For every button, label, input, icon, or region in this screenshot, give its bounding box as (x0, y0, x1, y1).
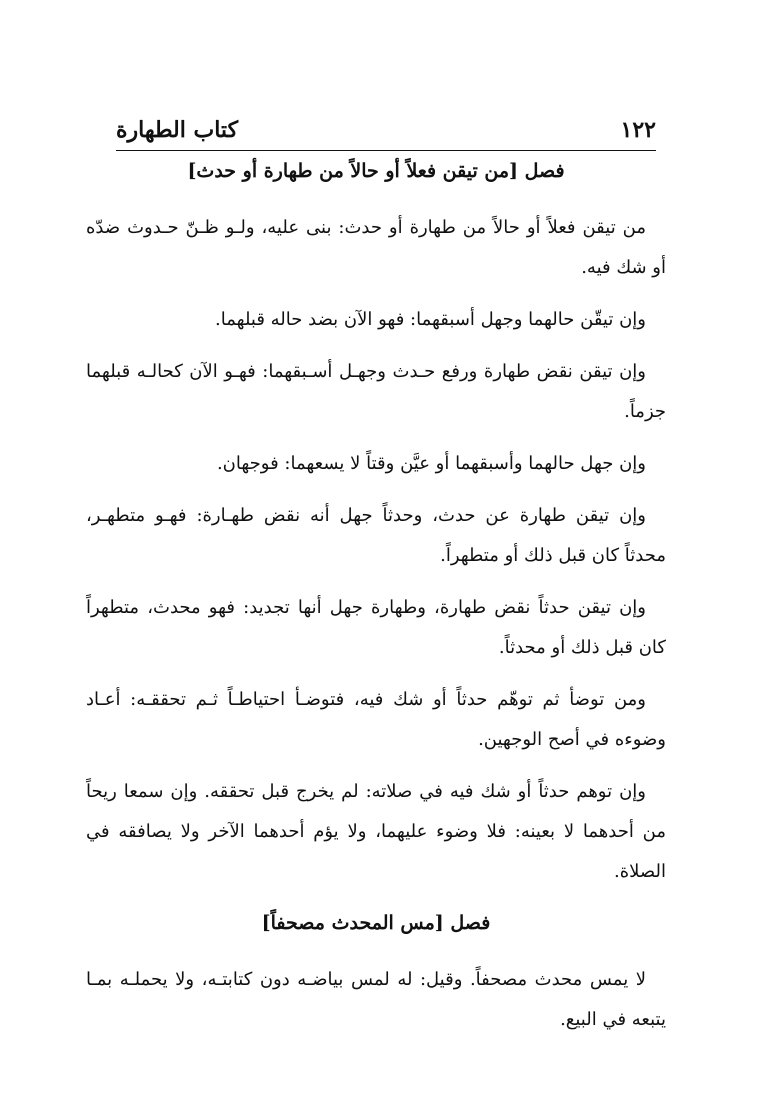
paragraph: وإن جهل حالهما وأسبقهما أو عيَّن وقتاً لا يسعهما: فوجهان. (216, 453, 646, 474)
paragraph: وإن تيقّن حالهما وجهل أسبقهما: فهو الآن بضد حاله قبلهما. (215, 309, 646, 330)
page-number: ١٢٢ (620, 117, 656, 143)
header-rule (116, 150, 656, 151)
paragraph: لا يمس محدث مصحفاً. وقيل: له لمس بياضـه دون كتابتـه، ولا يحملـه بمـا يتبعه في البيع. (86, 969, 666, 1030)
paragraph: وإن تيقن طهارة عن حدث، وحدثاً جهل أنه نقض طهـارة: فهـو متطهـر، محدثاً كان قبل ذلك أو متطهراً. (86, 505, 666, 566)
paragraph: ومن توضأ ثم توهّم حدثاً أو شك فيه، فتوضـأ احتياطـاً ثـم تحققـه: أعـاد وضوءه في أصح الوجهين. (86, 689, 666, 750)
section-heading: فصل [مس المحدث مصحفاً] (261, 912, 491, 934)
page-content (86, 156, 666, 1052)
section-heading: فصل [من تيقن فعلاً أو حالاً من طهارة أو حدث] (187, 160, 565, 182)
paragraph: وإن تيقن نقض طهارة ورفع حـدث وجهـل أسـبقهما: فهـو الآن كحالـه قبلهما جزماً. (86, 361, 666, 422)
paragraph: وإن توهم حدثاً أو شك فيه في صلاته: لم يخرج قبل تحققه. وإن سمعا ريحاً من أحدهما لا بعينه: فلا وضوء عليهما، ولا يؤم أحدهما الآخر ولا يصافقه في الصلاة. (86, 781, 666, 882)
paragraph: من تيقن فعلاً أو حالاً من طهارة أو حدث: بنى عليه، ولـو ظـنّ حـدوث ضدّه أو شك فيه. (86, 217, 666, 278)
paragraph: وإن تيقن حدثاً نقض طهارة، وطهارة جهل أنها تجديد: فهو محدث، متطهراً كان قبل ذلك أو محدثاً. (86, 597, 666, 658)
running-header (116, 115, 656, 151)
book-title: كتاب الطهارة (116, 117, 239, 143)
